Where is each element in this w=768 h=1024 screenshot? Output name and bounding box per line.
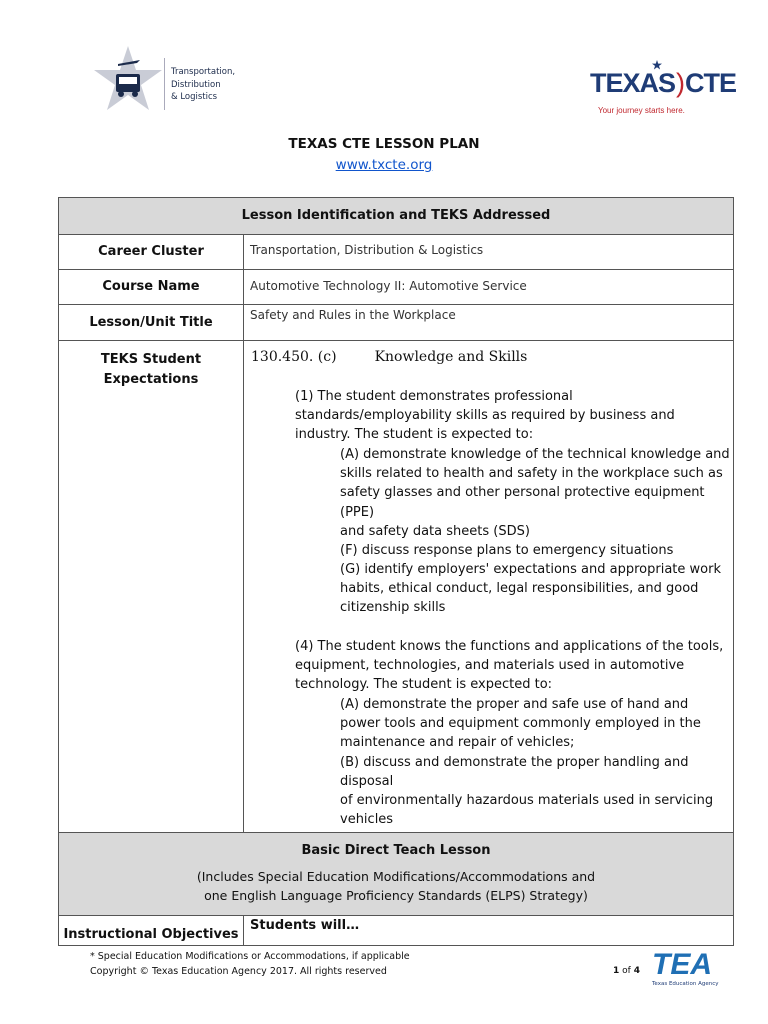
table-row: [58, 269, 734, 305]
teks-paragraph-1: (1) The student demonstrates professional standards/employability skills as required by business and industry. The student is expected to:: [295, 389, 675, 443]
teks-item: (F) discuss response plans to emergency situations: [340, 543, 674, 558]
table-row: [58, 304, 734, 341]
cluster-logo-text: [171, 66, 235, 104]
section-heading-row: [58, 832, 734, 916]
teks-heading: [251, 349, 527, 365]
row-value: Automotive Technology II: Automotive Service: [250, 279, 527, 293]
row-label: Career Cluster: [98, 244, 204, 259]
footer-copyright: Copyright © Texas Education Agency 2017. All rights reserved: [90, 966, 387, 977]
teks-item: (A) demonstrate knowledge of the technical knowledge and skills related to health and safety in the workplace such as safety glasses and other personal protective equipment (PPE): [340, 447, 730, 520]
page-total: 4: [633, 966, 640, 976]
texas-cte-tagline: Your journey starts here.: [598, 106, 685, 115]
teks-code: 130.450. (c): [251, 349, 337, 365]
section-subheading: [59, 867, 733, 905]
teks-item: (G) identify employers' expectations and appropriate work habits, ethical conduct, legal responsibilities, and good citizenship skills: [340, 562, 721, 616]
row-label: Lesson/Unit Title: [89, 315, 213, 330]
section-heading: Basic Direct Teach Lesson: [301, 843, 491, 858]
website-link-line: [0, 157, 768, 173]
section-heading: Lesson Identification and TEKS Addressed: [241, 208, 551, 223]
website-link[interactable]: www.txcte.org: [335, 157, 433, 173]
cluster-logo-line: Distribution: [171, 79, 221, 90]
row-label: TEKS Student Expectations: [100, 352, 202, 387]
swoosh-icon: ): [676, 68, 685, 98]
teks-row: [58, 340, 734, 833]
page-of: of: [622, 966, 631, 976]
section-subheading-line: (Includes Special Education Modifications/Accommodations and: [196, 869, 596, 884]
teks-item: (A) demonstrate the proper and safe use of hand and power tools and equipment commonly employed in the maintenance and repair of vehicles;: [340, 697, 701, 751]
row-value: Students will…: [250, 918, 360, 933]
teks-knowledge-skills: Knowledge and Skills: [374, 349, 528, 365]
cluster-logo-line: Transportation,: [171, 67, 236, 77]
row-label: Course Name: [102, 279, 200, 294]
page-number: [613, 966, 640, 976]
teks-item: of environmentally hazardous materials used in servicing vehicles: [340, 793, 714, 828]
footer-note: * Special Education Modifications or Accommodations, if applicable: [90, 951, 410, 962]
star-icon: [652, 60, 662, 70]
texas-cte-logo-word2: CTE: [685, 68, 737, 98]
row-value: Transportation, Distribution & Logistics: [250, 243, 484, 257]
table-row: [58, 234, 734, 270]
tea-logo-word: TEA: [652, 948, 712, 981]
teks-paragraph-2: (4) The student knows the functions and applications of the tools, equipment, technologies, and materials used in automotive technology. The student is expected to:: [295, 639, 724, 693]
page-current: 1: [613, 966, 620, 976]
teks-item: and safety data sheets (SDS): [340, 524, 530, 539]
logo-divider: [164, 58, 165, 110]
section-heading-row: [58, 197, 734, 235]
texas-cte-logo-word: TEXAS: [590, 68, 676, 98]
tea-logo-sub: Texas Education Agency: [652, 981, 719, 987]
document-title: TEXAS CTE LESSON PLAN: [288, 136, 480, 152]
table-row: [58, 915, 734, 946]
section-subheading-line: one English Language Proficiency Standards (ELPS) Strategy): [204, 888, 588, 903]
teks-item: (B) discuss and demonstrate the proper handling and disposal: [340, 755, 689, 790]
row-label: Instructional Objectives: [63, 927, 239, 942]
tea-logo: [652, 950, 726, 990]
cluster-logo-line: & Logistics: [171, 92, 218, 102]
row-value: Safety and Rules in the Workplace: [250, 308, 456, 322]
star-truck-icon: [90, 44, 170, 116]
